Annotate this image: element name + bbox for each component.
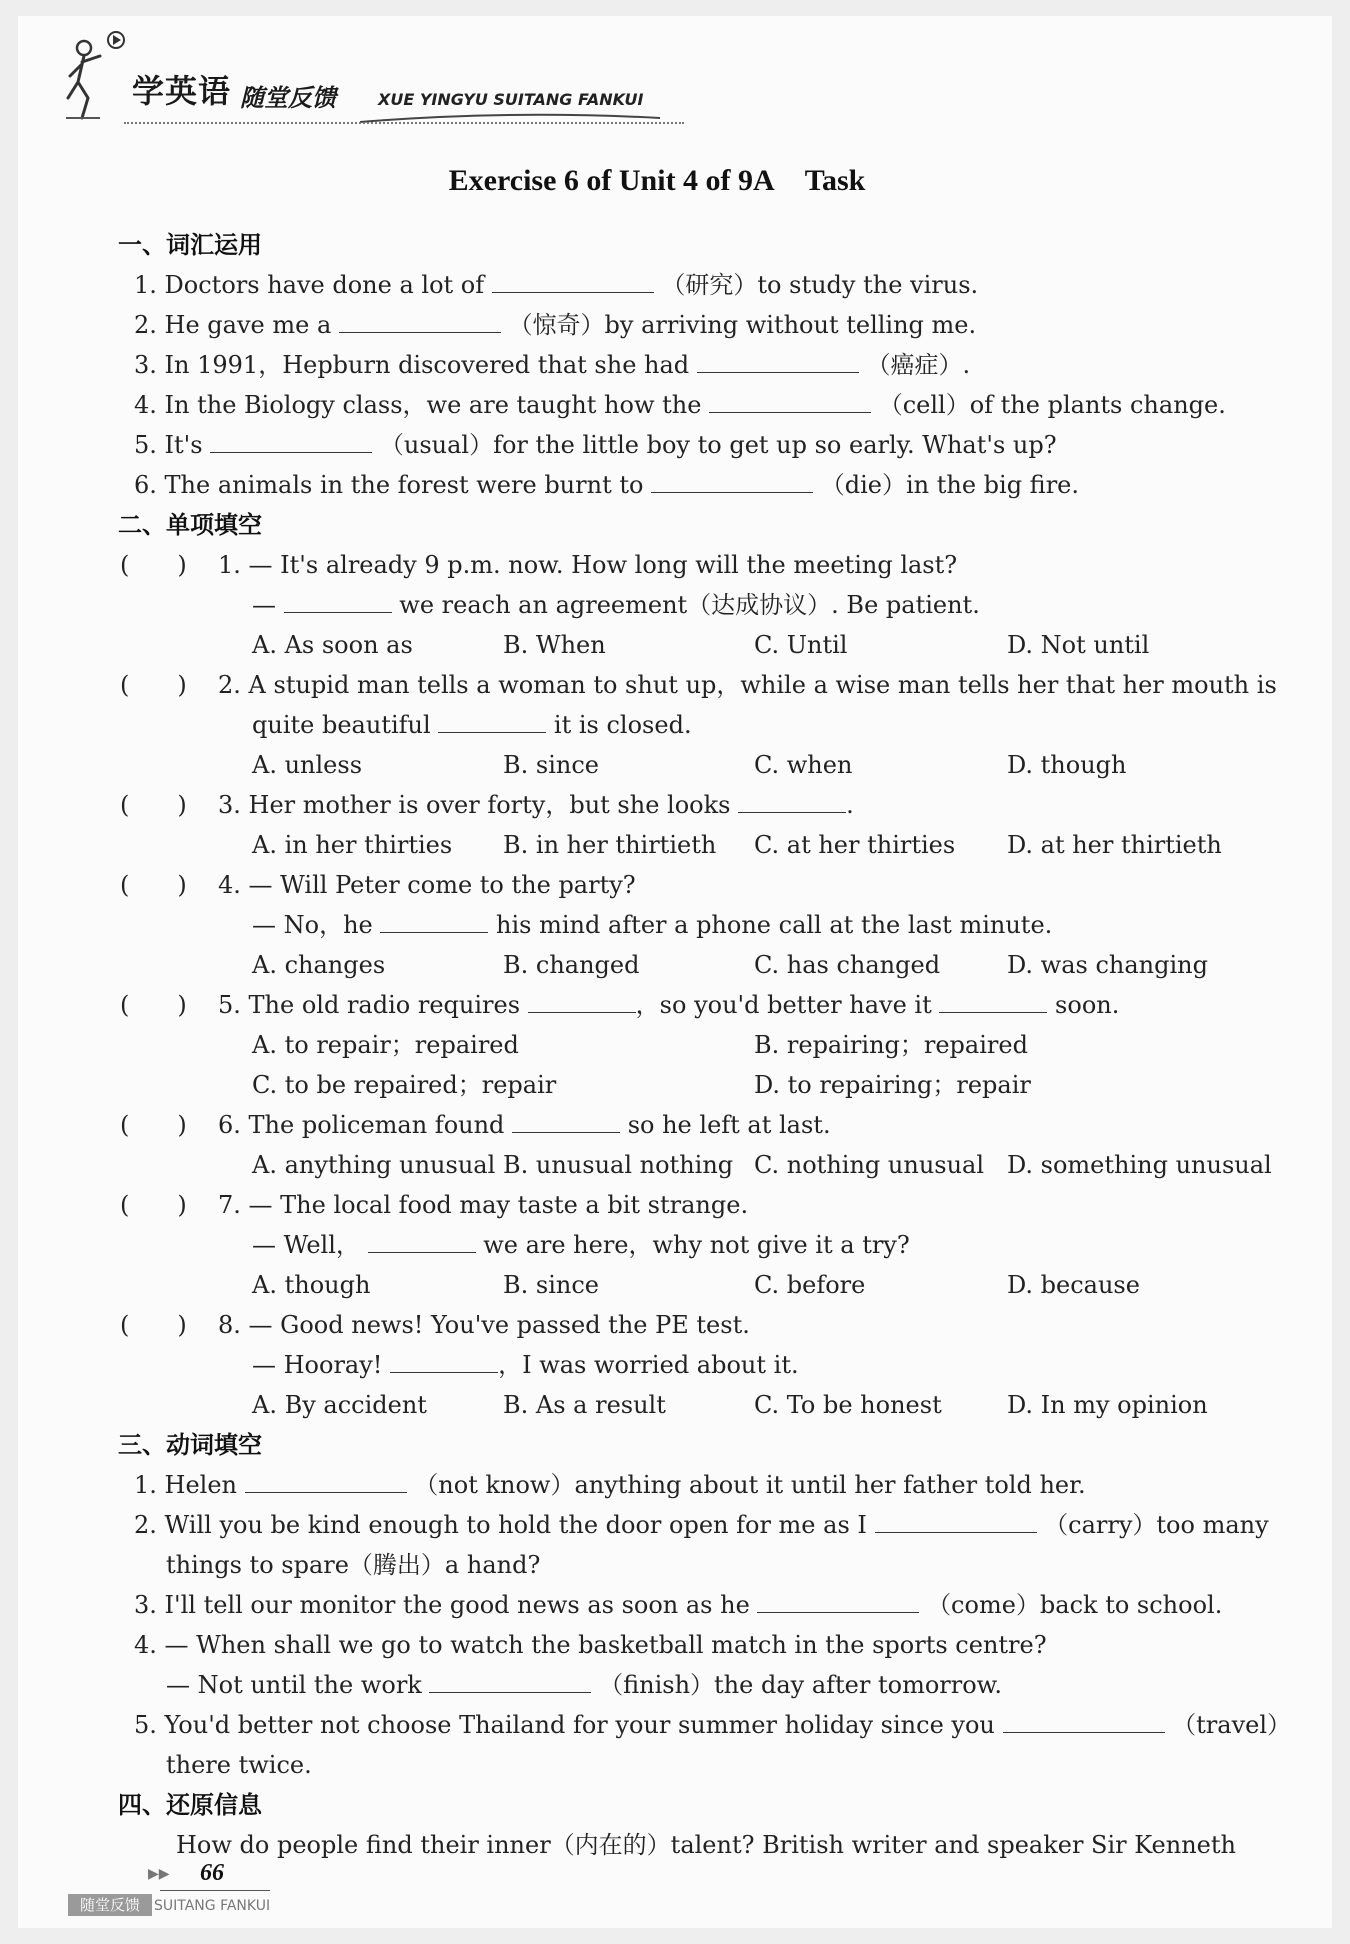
verb-item-1: 1. Helen （not know）anything about it until her father told her. [134, 1471, 1086, 1499]
section3-heading: 三、动词填空 [118, 1431, 262, 1459]
mc-q4-line2: — No，he his mind after a phone call at the last minute. [252, 911, 1053, 939]
mc-q3-option-d: D. at her thirtieth [1007, 831, 1222, 859]
mc-q8-option-d: D. In my opinion [1007, 1391, 1208, 1419]
answer-blank[interactable] [429, 1670, 591, 1693]
footer-label-cn: 随堂反馈 [68, 1894, 152, 1916]
header-divider [124, 122, 684, 124]
answer-blank[interactable] [709, 390, 871, 413]
vocab-item-5: 5. It's （usual）for the little boy to get up so early. What's up? [134, 431, 1057, 459]
vocab-item-2: 2. He gave me a （惊奇）by arriving without telling me. [134, 311, 977, 339]
mc-q6-option-c: C. nothing unusual [754, 1151, 985, 1179]
header-title-en: XUE YINGYU SUITANG FANKUI [378, 90, 644, 109]
mc-q1-option-d: D. Not until [1007, 631, 1150, 659]
answer-blank[interactable] [651, 470, 813, 493]
mc-q6-option-d: D. something unusual [1007, 1151, 1272, 1179]
vocab-item-4: 4. In the Biology class，we are taught how the （cell）of the plants change. [134, 391, 1226, 419]
mc-q3-option-c: C. at her thirties [754, 831, 956, 859]
vocab-item-6: 6. The animals in the forest were burnt to （die）in the big fire. [134, 471, 1079, 499]
mc-q4-option-c: C. has changed [754, 951, 941, 979]
mc-q2-line2: quite beautiful it is closed. [252, 711, 692, 739]
answer-parentheses[interactable]: ( ) [120, 871, 187, 899]
answer-blank[interactable] [438, 710, 546, 733]
header-subtitle-cn: 随堂反馈 [240, 84, 336, 112]
mc-q2-option-b: B. since [503, 751, 599, 779]
mc-q4-option-a: A. changes [252, 951, 386, 979]
mc-q2-option-c: C. when [754, 751, 853, 779]
mc-q7-option-c: C. before [754, 1271, 866, 1299]
mc-q6-option-a: A. anything unusual [252, 1151, 496, 1179]
answer-blank[interactable] [492, 270, 654, 293]
answer-blank[interactable] [368, 1230, 476, 1253]
mc-q3-option-a: A. in her thirties [252, 831, 453, 859]
page-title [0, 164, 1314, 198]
mc-q5-option-d: D. to repairing；repair [754, 1071, 1031, 1099]
passage-text: How do people find their inner（内在的）talent? British writer and speaker Sir Kenneth [176, 1831, 1236, 1859]
verb-item-2-cont: things to spare（腾出）a hand? [166, 1551, 541, 1579]
verb-item-2: 2. Will you be kind enough to hold the door open for me as I （carry）too many [134, 1511, 1269, 1539]
answer-parentheses[interactable]: ( ) [120, 791, 187, 819]
mc-q1-option-a: A. As soon as [252, 631, 413, 659]
answer-parentheses[interactable]: ( ) [120, 1311, 187, 1339]
answer-blank[interactable] [875, 1510, 1037, 1533]
mascot-logo-icon [60, 26, 140, 126]
mc-q7-option-d: D. because [1007, 1271, 1140, 1299]
mc-q6-line1: 6. The policeman found so he left at last. [218, 1111, 831, 1139]
answer-blank[interactable] [697, 350, 859, 373]
mc-q7-line1: 7. — The local food may taste a bit strange. [218, 1191, 749, 1219]
answer-parentheses[interactable]: ( ) [120, 551, 187, 579]
answer-blank[interactable] [1003, 1710, 1165, 1733]
mc-q4-option-b: B. changed [503, 951, 640, 979]
answer-parentheses[interactable]: ( ) [120, 1111, 187, 1139]
answer-blank[interactable] [245, 1470, 407, 1493]
mc-q2-option-d: D. though [1007, 751, 1127, 779]
verb-item-4-cont: — Not until the work （finish）the day after tomorrow. [166, 1671, 1002, 1699]
answer-blank[interactable] [757, 1590, 919, 1613]
mc-q7-option-b: B. since [503, 1271, 599, 1299]
answer-blank[interactable] [284, 590, 392, 613]
footer-label-en: SUITANG FANKUI [154, 1898, 271, 1914]
answer-blank[interactable] [339, 310, 501, 333]
mc-q6-option-b: B. unusual nothing [503, 1151, 734, 1179]
mc-q1-option-b: B. When [503, 631, 606, 659]
header-title-cn: 学英语 [132, 72, 232, 110]
verb-item-5-cont: there twice. [166, 1751, 312, 1779]
answer-blank[interactable] [528, 990, 636, 1013]
verb-item-3: 3. I'll tell our monitor the good news as soon as he （come）back to school. [134, 1591, 1223, 1619]
section4-heading: 四、还原信息 [118, 1791, 262, 1819]
answer-parentheses[interactable]: ( ) [120, 991, 187, 1019]
page-number: 66 [200, 1860, 224, 1886]
section1-heading: 一、词汇运用 [118, 231, 262, 259]
mc-q1-line1: 1. — It's already 9 p.m. now. How long will the meeting last? [218, 551, 958, 579]
vocab-item-1: 1. Doctors have done a lot of （研究）to study the virus. [134, 271, 979, 299]
mc-q3-option-b: B. in her thirtieth [503, 831, 717, 859]
mc-q5-line1: 5. The old radio requires ，so you'd better have it soon. [218, 991, 1120, 1019]
title-sub: Task [804, 164, 866, 197]
verb-item-4: 4. — When shall we go to watch the basketball match in the sports centre? [134, 1631, 1047, 1659]
mc-q8-line1: 8. — Good news! You've passed the PE test. [218, 1311, 750, 1339]
answer-parentheses[interactable]: ( ) [120, 1191, 187, 1219]
mc-q1-line2: — we reach an agreement（达成协议）. Be patient. [252, 591, 980, 619]
answer-blank[interactable] [738, 790, 846, 813]
mc-q7-option-a: A. though [252, 1271, 371, 1299]
section2-heading: 二、单项填空 [118, 511, 262, 539]
mc-q5-option-c: C. to be repaired；repair [252, 1071, 557, 1099]
mc-q5-option-b: B. repairing；repaired [754, 1031, 1028, 1059]
page-header [60, 26, 700, 126]
mc-q1-option-c: C. Until [754, 631, 848, 659]
answer-blank[interactable] [512, 1110, 620, 1133]
mc-q8-option-a: A. By accident [252, 1391, 427, 1419]
mc-q4-line1: 4. — Will Peter come to the party? [218, 871, 636, 899]
mc-q5-option-a: A. to repair；repaired [252, 1031, 519, 1059]
answer-parentheses[interactable]: ( ) [120, 671, 187, 699]
vocab-item-3: 3. In 1991，Hepburn discovered that she had （癌症）. [134, 351, 971, 379]
page-arrow-icon: ▶▶ [148, 1866, 170, 1882]
mc-q7-line2: — Well， we are here，why not give it a try? [252, 1231, 910, 1259]
verb-item-5: 5. You'd better not choose Thailand for your summer holiday since you （travel） [134, 1711, 1292, 1739]
footer-divider [160, 1890, 270, 1891]
title-main: Exercise 6 of Unit 4 of 9A [448, 164, 775, 197]
mc-q4-option-d: D. was changing [1007, 951, 1208, 979]
answer-blank[interactable] [210, 430, 372, 453]
answer-blank[interactable] [390, 1350, 498, 1373]
mc-q2-option-a: A. unless [252, 751, 363, 779]
mc-q2-line1: 2. A stupid man tells a woman to shut up，while a wise man tells her that her mouth is [218, 671, 1277, 699]
mc-q3-line1: 3. Her mother is over forty，but she looks . [218, 791, 854, 819]
mc-q8-option-b: B. As a result [503, 1391, 666, 1419]
mc-q8-option-c: C. To be honest [754, 1391, 942, 1419]
mc-q8-line2: — Hooray! ，I was worried about it. [252, 1351, 799, 1379]
answer-blank[interactable] [939, 990, 1047, 1013]
answer-blank[interactable] [380, 910, 488, 933]
